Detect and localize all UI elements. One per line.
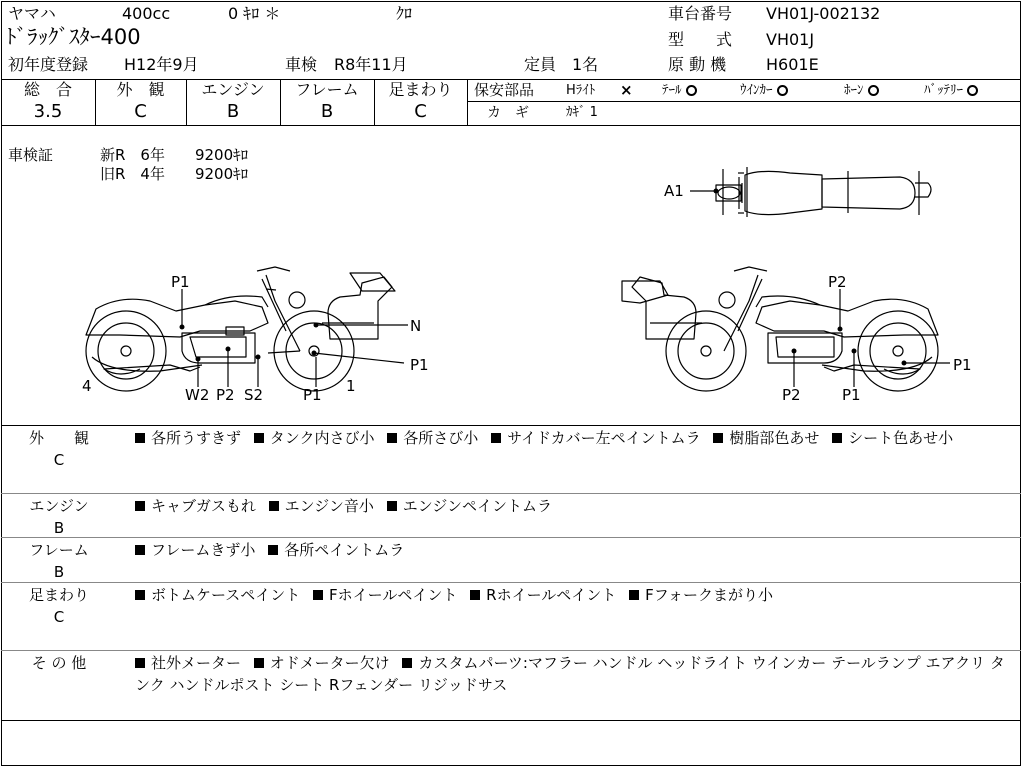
remark-item — [387, 497, 552, 515]
winker-label: ｳｲﾝｶｰ — [740, 83, 773, 98]
label-p1-right-view: P1 — [953, 356, 972, 374]
bullet-square-icon — [402, 658, 412, 668]
engine-grade-value: B — [226, 101, 240, 122]
remark-item — [135, 497, 256, 515]
remark-item-text: 各所さび小 — [403, 429, 479, 447]
bike-left-view — [86, 267, 395, 391]
remark-category-label: エンジン — [29, 497, 89, 515]
remark-item — [470, 586, 616, 604]
remark-item — [254, 654, 390, 672]
remark-item-text: タンク内さび小 — [269, 429, 375, 447]
displacement: 400cc — [122, 4, 171, 23]
remark-category-grade: C — [53, 608, 65, 626]
certificate-new: 新R 6年 9200ｷﾛ — [100, 146, 249, 164]
engine-model-value: H601E — [766, 55, 819, 74]
mileage: 0 ｷﾛ ＊ — [228, 4, 281, 23]
engine-grade-label: エンジン — [201, 80, 265, 99]
remark-category-grade: B — [53, 519, 65, 537]
label-1: 1 — [346, 377, 356, 395]
bullet-square-icon — [832, 433, 842, 443]
bullet-square-icon — [470, 590, 480, 600]
label-p2-bottom-right: P2 — [782, 386, 801, 404]
remark-item — [135, 654, 241, 672]
remark-category-label: そ の 他 — [31, 654, 87, 672]
remark-item-text: シート色あせ小 — [848, 429, 954, 447]
remark-item-text: Rホイールペイント — [486, 586, 617, 604]
remark-items — [135, 495, 1015, 517]
label-s2: S2 — [244, 386, 264, 404]
ok-circle-icon — [868, 85, 879, 96]
bullet-square-icon — [491, 433, 501, 443]
remark-category-label: 外 観 — [28, 429, 89, 447]
bullet-square-icon — [268, 545, 278, 555]
remark-item-text: カスタムパーツ:マフラー ハンドル ヘッドライト ウインカー テールランプ エアクリ タンク ハンドルポスト シート Rフェンダー リジッドサス — [135, 654, 1005, 694]
remark-item-text: ボトムケースペイント — [151, 586, 301, 604]
bullet-square-icon — [135, 501, 145, 511]
label-w2: W2 — [185, 386, 210, 404]
bullet-square-icon — [254, 433, 264, 443]
remark-item — [135, 541, 255, 559]
bullet-square-icon — [313, 590, 323, 600]
suspension-grade-value: C — [414, 101, 427, 122]
headlight-label: Hﾗｲﾄ — [566, 83, 596, 98]
remark-items — [135, 539, 1015, 561]
label-p1-bottom-right: P1 — [842, 386, 861, 404]
tail-label: ﾃｰﾙ — [662, 83, 682, 98]
bullet-square-icon — [135, 545, 145, 555]
frame-grade-label: フレーム — [295, 80, 359, 99]
bullet-square-icon — [135, 433, 145, 443]
remark-item-text: オドメーター欠け — [269, 654, 390, 672]
maker: ヤマハ — [8, 4, 56, 23]
inspection-value: R8年11月 — [334, 55, 408, 74]
suspension-grade-label: 足まわり — [388, 80, 453, 99]
label-p1-top: P1 — [171, 273, 190, 291]
remark-item-text: エンジン音小 — [284, 497, 374, 515]
remark-category-label: 足まわり — [28, 586, 89, 604]
remark-item — [713, 429, 819, 447]
certificate-label: 車検証 — [8, 146, 54, 164]
battery-item — [924, 84, 978, 97]
winker-item — [740, 84, 788, 97]
label-p2-top-right: P2 — [828, 273, 847, 291]
remark-item — [832, 429, 953, 447]
horn-item — [844, 84, 879, 97]
bike-top-view — [716, 167, 931, 217]
bullet-square-icon — [387, 501, 397, 511]
remark-item-text: キャブガスもれ — [151, 497, 256, 515]
bullet-square-icon — [387, 433, 397, 443]
capacity-label: 定員 — [524, 55, 557, 74]
bullet-square-icon — [135, 590, 145, 600]
remark-category-grade: C — [53, 451, 65, 469]
remark-item — [491, 429, 701, 447]
key-label: カ ギ — [487, 105, 529, 121]
divider — [467, 79, 468, 125]
damage-diagram — [0, 125, 1024, 425]
remark-item-text: Fフォークまがり小 — [645, 586, 773, 604]
model-name: ﾄﾞﾗｯｸﾞｽﾀｰ400 — [6, 25, 141, 49]
remark-item-text: サイドカバー左ペイントムラ — [507, 429, 701, 447]
frame-grade-value: B — [320, 101, 334, 122]
label-p1-right: P1 — [410, 356, 429, 374]
label-p2: P2 — [216, 386, 235, 404]
remark-category-grade: B — [53, 563, 65, 581]
label-4: 4 — [82, 377, 92, 395]
bullet-square-icon — [254, 658, 264, 668]
capacity-value: 1名 — [572, 55, 599, 74]
remark-item — [268, 541, 404, 559]
overall-value: 3.5 — [33, 101, 63, 122]
first-reg-value: H12年9月 — [124, 55, 199, 74]
ok-circle-icon — [967, 85, 978, 96]
remark-item — [135, 586, 300, 604]
model-code-label: 型 式 — [668, 30, 733, 49]
bike-right-view — [622, 267, 938, 391]
engine-model-label: 原 動 機 — [668, 55, 727, 74]
label-n: N — [410, 317, 422, 335]
color: ｸﾛ — [396, 4, 413, 23]
remark-item-text: 各所うすきず — [151, 429, 242, 447]
remark-item-text: エンジンペイントムラ — [402, 497, 552, 515]
remark-items — [135, 584, 1015, 606]
divider — [467, 101, 1021, 102]
inspection-label: 車検 — [285, 55, 318, 74]
remark-item — [629, 586, 773, 604]
key-value: ｶｷﾞ 1 — [566, 105, 598, 120]
ok-circle-icon — [777, 85, 788, 96]
bullet-square-icon — [629, 590, 639, 600]
remarks-top — [1, 425, 1021, 426]
remark-items — [135, 427, 1015, 449]
frame-no-label: 車台番号 — [668, 4, 733, 23]
remark-items — [135, 652, 1015, 696]
remark-item — [135, 429, 241, 447]
bullet-square-icon — [135, 658, 145, 668]
overall-label: 総 合 — [23, 80, 72, 99]
remark-item-text: 各所ペイントムラ — [284, 541, 405, 559]
safety-parts-label: 保安部品 — [474, 81, 535, 99]
divider — [1, 537, 1021, 538]
exterior-label: 外 観 — [116, 80, 165, 99]
remark-item — [313, 586, 457, 604]
remark-item — [254, 429, 375, 447]
remarks-bottom — [1, 720, 1021, 721]
divider — [1, 650, 1021, 651]
certificate-old: 旧R 4年 9200ｷﾛ — [100, 165, 249, 183]
remark-item-text: Fホイールペイント — [329, 586, 458, 604]
first-reg-label: 初年度登録 — [8, 55, 89, 74]
remark-item — [387, 429, 478, 447]
remark-item-text: 樹脂部色あせ — [729, 429, 820, 447]
headlight-mark: × — [620, 81, 633, 99]
horn-label: ﾎｰﾝ — [844, 83, 864, 98]
battery-label: ﾊﾞｯﾃﾘｰ — [924, 83, 963, 98]
divider — [1, 493, 1021, 494]
ok-circle-icon — [686, 85, 697, 96]
exterior-value: C — [134, 101, 147, 122]
label-p1-bottom: P1 — [303, 386, 322, 404]
divider — [1, 582, 1021, 583]
remark-item-text: フレームきず小 — [151, 541, 256, 559]
model-code-value: VH01J — [766, 30, 815, 49]
frame-no-value: VH01J-002132 — [766, 4, 881, 23]
label-a1: A1 — [664, 182, 684, 200]
remark-category-label: フレーム — [29, 541, 89, 559]
remark-item-text: 社外メーター — [151, 654, 242, 672]
remark-item — [269, 497, 374, 515]
tail-item — [662, 84, 697, 97]
bullet-square-icon — [713, 433, 723, 443]
bullet-square-icon — [269, 501, 279, 511]
